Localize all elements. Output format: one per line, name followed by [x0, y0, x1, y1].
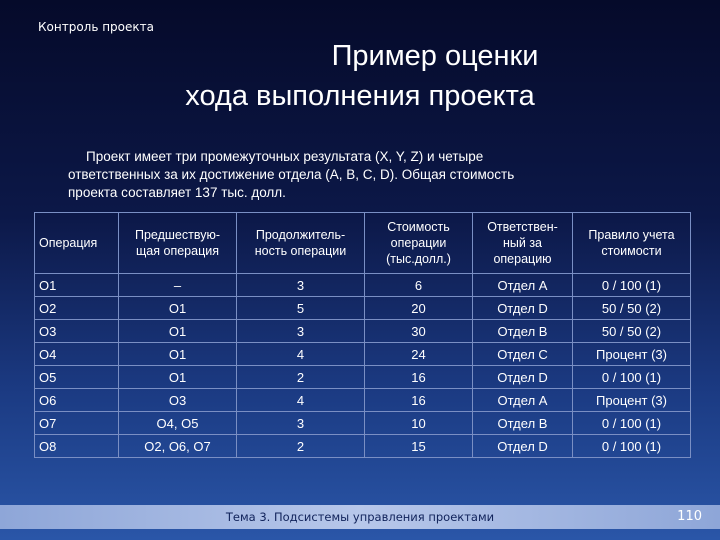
cell-predecessor: O1: [119, 343, 237, 366]
cell-duration: 3: [237, 412, 365, 435]
page-number: 110: [677, 509, 702, 524]
cell-predecessor: O2, O6, O7: [119, 435, 237, 458]
cell-cost: 30: [365, 320, 473, 343]
intro-line-3: проекта составляет 137 тыс. долл.: [68, 185, 286, 200]
intro-line-2: ответственных за их достижение отдела (A, B, C, D). Общая стоимость: [68, 167, 515, 182]
header-cost-rule: Правило учета стоимости: [573, 213, 691, 274]
cell-cost: 10: [365, 412, 473, 435]
slide-title-line-2: хода выполнения проекта: [185, 80, 535, 112]
cell-cost: 16: [365, 366, 473, 389]
cell-responsible: Отдел A: [473, 389, 573, 412]
cell-responsible: Отдел A: [473, 274, 573, 297]
cell-duration: 2: [237, 435, 365, 458]
cell-cost: 6: [365, 274, 473, 297]
cell-operation: O3: [35, 320, 119, 343]
table-row: [35, 297, 691, 320]
cell-cost-rule: 0 / 100 (1): [573, 435, 691, 458]
cell-duration: 3: [237, 320, 365, 343]
cell-operation: O6: [35, 389, 119, 412]
cell-cost: 20: [365, 297, 473, 320]
cell-responsible: Отдел D: [473, 366, 573, 389]
intro-line-1: Проект имеет три промежуточных результата (X, Y, Z) и четыре: [86, 149, 484, 164]
section-label: Контроль проекта: [38, 20, 154, 34]
cell-predecessor: O1: [119, 297, 237, 320]
cell-cost-rule: 50 / 50 (2): [573, 297, 691, 320]
table-row: [35, 435, 691, 458]
table-row: [35, 366, 691, 389]
cell-cost-rule: 0 / 100 (1): [573, 274, 691, 297]
cell-cost-rule: Процент (3): [573, 343, 691, 366]
cell-responsible: Отдел B: [473, 412, 573, 435]
cell-predecessor: O4, O5: [119, 412, 237, 435]
slide-title-line-1: Пример оценки: [331, 40, 539, 72]
cell-duration: 4: [237, 343, 365, 366]
cell-operation: O2: [35, 297, 119, 320]
header-duration: Продолжитель-ность операции: [237, 213, 365, 274]
cell-cost: 24: [365, 343, 473, 366]
table-row: [35, 320, 691, 343]
slide-title: [0, 36, 720, 116]
table-body: [35, 274, 691, 458]
intro-paragraph: [68, 148, 628, 202]
cell-predecessor: –: [119, 274, 237, 297]
cell-operation: O1: [35, 274, 119, 297]
cell-cost-rule: 0 / 100 (1): [573, 366, 691, 389]
header-cost: Стоимость операции (тыс.долл.): [365, 213, 473, 274]
cell-duration: 2: [237, 366, 365, 389]
cell-predecessor: O1: [119, 366, 237, 389]
header-responsible: Ответствен-ный за операцию: [473, 213, 573, 274]
cell-predecessor: O3: [119, 389, 237, 412]
cell-duration: 5: [237, 297, 365, 320]
table-header-row: [35, 213, 691, 274]
cell-duration: 4: [237, 389, 365, 412]
cell-responsible: Отдел C: [473, 343, 573, 366]
cell-responsible: Отдел D: [473, 435, 573, 458]
footer-topic: Тема 3. Подсистемы управления проектами: [225, 510, 495, 524]
cell-operation: O8: [35, 435, 119, 458]
cell-operation: O7: [35, 412, 119, 435]
cell-cost: 15: [365, 435, 473, 458]
cell-cost: 16: [365, 389, 473, 412]
cell-responsible: Отдел D: [473, 297, 573, 320]
table-row: [35, 412, 691, 435]
operations-table: [34, 212, 691, 458]
cell-predecessor: O1: [119, 320, 237, 343]
header-operation: Операция: [35, 213, 119, 274]
table-row: [35, 389, 691, 412]
cell-cost-rule: Процент (3): [573, 389, 691, 412]
cell-operation: O4: [35, 343, 119, 366]
cell-cost-rule: 0 / 100 (1): [573, 412, 691, 435]
cell-duration: 3: [237, 274, 365, 297]
cell-cost-rule: 50 / 50 (2): [573, 320, 691, 343]
cell-responsible: Отдел B: [473, 320, 573, 343]
header-predecessor: Предшествую-щая операция: [119, 213, 237, 274]
table-row: [35, 274, 691, 297]
table-row: [35, 343, 691, 366]
cell-operation: O5: [35, 366, 119, 389]
